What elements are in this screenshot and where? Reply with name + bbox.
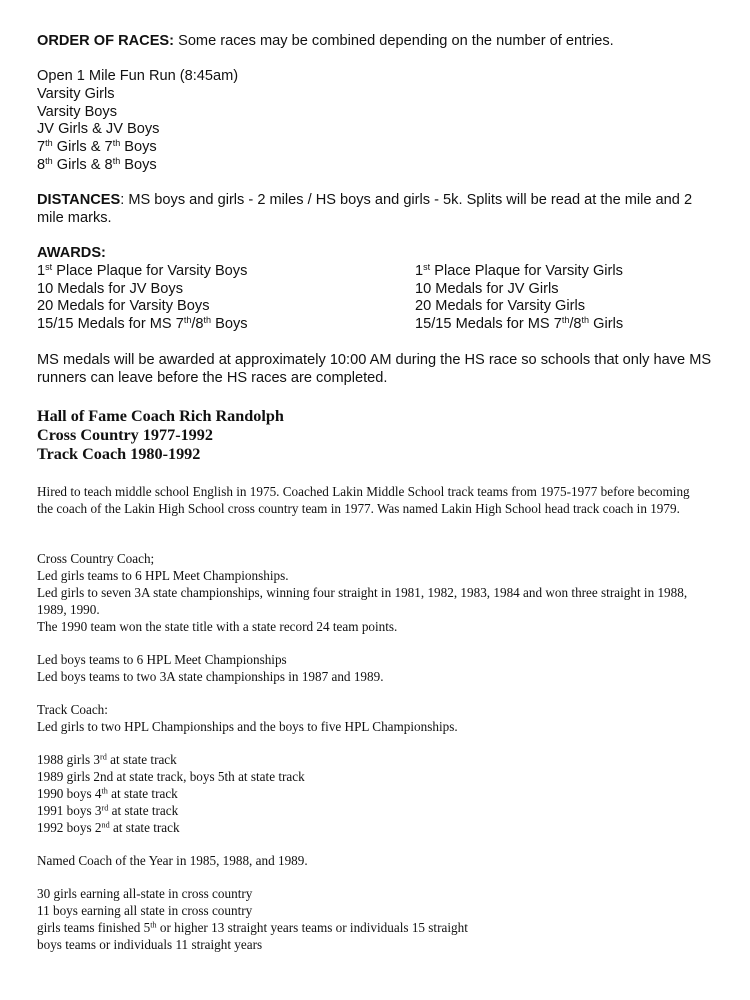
result-1992: 1992 boys 2nd at state track	[37, 819, 180, 835]
race-seventh-grade: 7th Girls & 7th Boys	[37, 138, 157, 156]
awards-label: AWARDS:	[37, 245, 106, 261]
xc-boys-hpl: Led boys teams to 6 HPL Meet Championships	[37, 652, 287, 667]
awards-boys-column	[37, 263, 337, 334]
race-list	[37, 68, 717, 175]
award-girls-jv: 10 Medals for JV Girls	[415, 280, 559, 297]
order-of-races-line	[37, 33, 717, 51]
awards-section	[37, 245, 717, 335]
track-heading: Track Coach:	[37, 702, 108, 717]
xc-heading: Cross Country Coach;	[37, 551, 155, 566]
track-coach-years: Track Coach 1980-1992	[37, 444, 201, 463]
xc-girls-hpl: Led girls teams to 6 HPL Meet Championships.	[37, 567, 289, 583]
race-varsity-boys: Varsity Boys	[37, 103, 118, 120]
stat-girls-teams: girls teams finished 5th or higher 13 straight years teams or individuals 15 straight	[37, 919, 468, 935]
xc-1990-record: The 1990 team won the state title with a state record 24 team points.	[37, 618, 398, 634]
order-of-races-label: ORDER OF RACES:	[37, 33, 175, 49]
stat-boys-all-state: 11 boys earning all state in cross country	[37, 902, 253, 918]
result-1988: 1988 girls 3rd at state track	[37, 752, 177, 767]
track-section	[37, 702, 717, 736]
track-hpl: Led girls to two HPL Championships and the boys to five HPL Championships.	[37, 718, 458, 734]
distances-text: : MS boys and girls - 2 miles / HS boys and girls - 5k. Splits will be read at the mile and 2 mile marks.	[37, 192, 693, 226]
distances-label: DISTANCES	[37, 192, 121, 208]
race-fun-run: Open 1 Mile Fun Run (8:45am)	[37, 68, 239, 84]
result-1989: 1989 girls 2nd at state track, boys 5th at state track	[37, 768, 305, 784]
award-girls-plaque: 1st Place Plaque for Varsity Girls	[415, 261, 623, 279]
race-jv: JV Girls & JV Boys	[37, 121, 160, 138]
ms-medals-note: MS medals will be awarded at approximately 10:00 AM during the HS race so schools that only have MS runners can leave before the HS races are completed.	[37, 352, 712, 386]
result-1990: 1990 boys 4th at state track	[37, 785, 178, 801]
award-boys-plaque: 1st Place Plaque for Varsity Boys	[37, 261, 248, 279]
award-girls-ms: 15/15 Medals for MS 7th/8th Girls	[415, 315, 624, 333]
awards-girls-column	[415, 263, 715, 334]
state-track-results	[37, 752, 717, 837]
award-boys-jv: 10 Medals for JV Boys	[37, 280, 184, 297]
award-girls-varsity: 20 Medals for Varsity Girls	[415, 298, 586, 315]
xc-girls-state: Led girls to seven 3A state championships, winning four straight in 1981, 1982, 1983, 1984 and won three straight in 1988, 1989, 1990.	[37, 584, 688, 617]
cross-country-years: Cross Country 1977-1992	[37, 425, 213, 444]
hall-of-fame-heading	[37, 407, 717, 463]
stat-boys-teams: boys teams or individuals 11 straight years	[37, 936, 263, 952]
result-1991: 1991 boys 3rd at state track	[37, 802, 179, 818]
hall-of-fame-title: Hall of Fame Coach Rich Randolph	[37, 407, 284, 425]
xc-boys-section	[37, 652, 717, 686]
award-boys-varsity: 20 Medals for Varsity Boys	[37, 298, 210, 315]
xc-boys-state: Led boys teams to two 3A state championships in 1987 and 1989.	[37, 668, 384, 684]
order-of-races-note: Some races may be combined depending on the number of entries.	[174, 33, 614, 49]
career-stats	[37, 886, 717, 954]
distances-section	[37, 192, 713, 228]
stat-girls-all-state: 30 girls earning all-state in cross country	[37, 886, 253, 901]
cross-country-section	[37, 551, 717, 636]
order-of-races-section	[37, 33, 717, 51]
bio-intro: Hired to teach middle school English in 1975. Coached Lakin Middle School track teams from 1975-1977 before becoming the coach of the Lakin High School cross country team in 1977. Was named Lakin High School head track coach in 1979.	[37, 484, 690, 516]
award-boys-ms: 15/15 Medals for MS 7th/8th Boys	[37, 315, 248, 333]
race-eighth-grade: 8th Girls & 8th Boys	[37, 156, 157, 173]
coach-of-year: Named Coach of the Year in 1985, 1988, and 1989.	[37, 853, 308, 868]
race-varsity-girls: Varsity Girls	[37, 85, 115, 102]
